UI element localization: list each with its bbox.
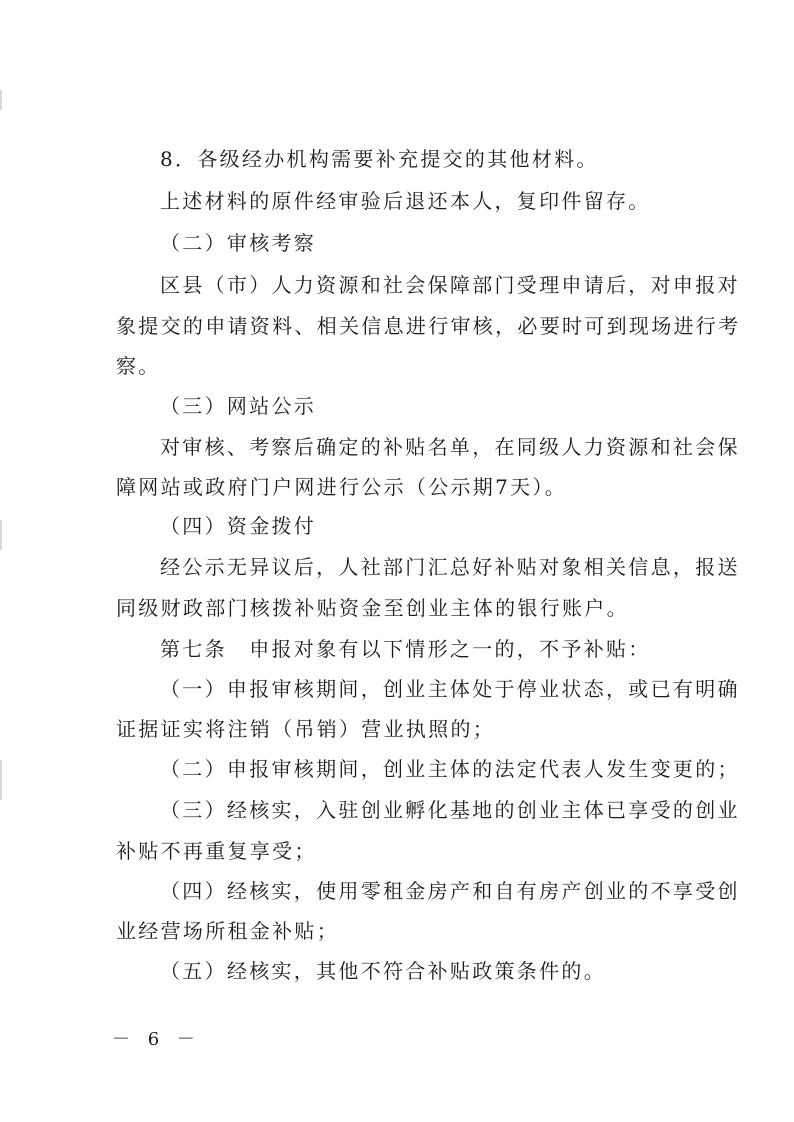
text-line: 同级财政部门核拨补贴资金至创业主体的银行账户。 — [116, 596, 629, 620]
text-line: 8．各级经办机构需要补充提交的其他材料。 — [160, 147, 599, 171]
text-line: 象提交的申请资料、相关信息进行审核，必要时可到现场进行考 — [116, 314, 741, 338]
text-line: （四）经核实，使用零租金房产和自有房产创业的不享受创 — [160, 879, 740, 903]
section-heading: （三）网站公示 — [160, 394, 317, 418]
text-line: 对审核、考察后确定的补贴名单，在同级人力资源和社会保 — [160, 435, 740, 459]
text-line: 证据证实将注销（吊销）营业执照的； — [116, 717, 496, 741]
text-line: （一）申报审核期间，创业主体处于停业状态，或已有明确 — [160, 677, 740, 701]
text-line: 经公示无异议后，人社部门汇总好补贴对象相关信息，报送 — [160, 555, 740, 579]
text-line: 障网站或政府门户网进行公示（公示期7天）。 — [116, 475, 568, 499]
scan-margin-mark — [0, 90, 2, 110]
scan-margin-mark — [0, 520, 2, 550]
text-line: （二）申报审核期间，创业主体的法定代表人发生变更的； — [160, 757, 740, 781]
page-number: － 6 － — [112, 1029, 201, 1050]
text-line: 察。 — [116, 354, 161, 378]
section-heading: （二）审核考察 — [160, 231, 317, 255]
text-line: 补贴不再重复享受； — [116, 839, 317, 863]
article-heading: 第七条 申报对象有以下情形之一的，不予补贴： — [160, 637, 651, 661]
section-heading: （四）资金拨付 — [160, 514, 317, 538]
text-line: 区县（市）人力资源和社会保障部门受理申请后，对申报对 — [160, 273, 740, 297]
text-line: （五）经核实，其他不符合补贴政策条件的。 — [160, 959, 606, 983]
scan-margin-mark — [0, 760, 2, 800]
text-line: 上述材料的原件经审验后退还本人，复印件留存。 — [160, 189, 651, 213]
text-line: 业经营场所租金补贴； — [116, 919, 339, 943]
text-line: （三）经核实，入驻创业孵化基地的创业主体已享受的创业 — [160, 798, 740, 822]
